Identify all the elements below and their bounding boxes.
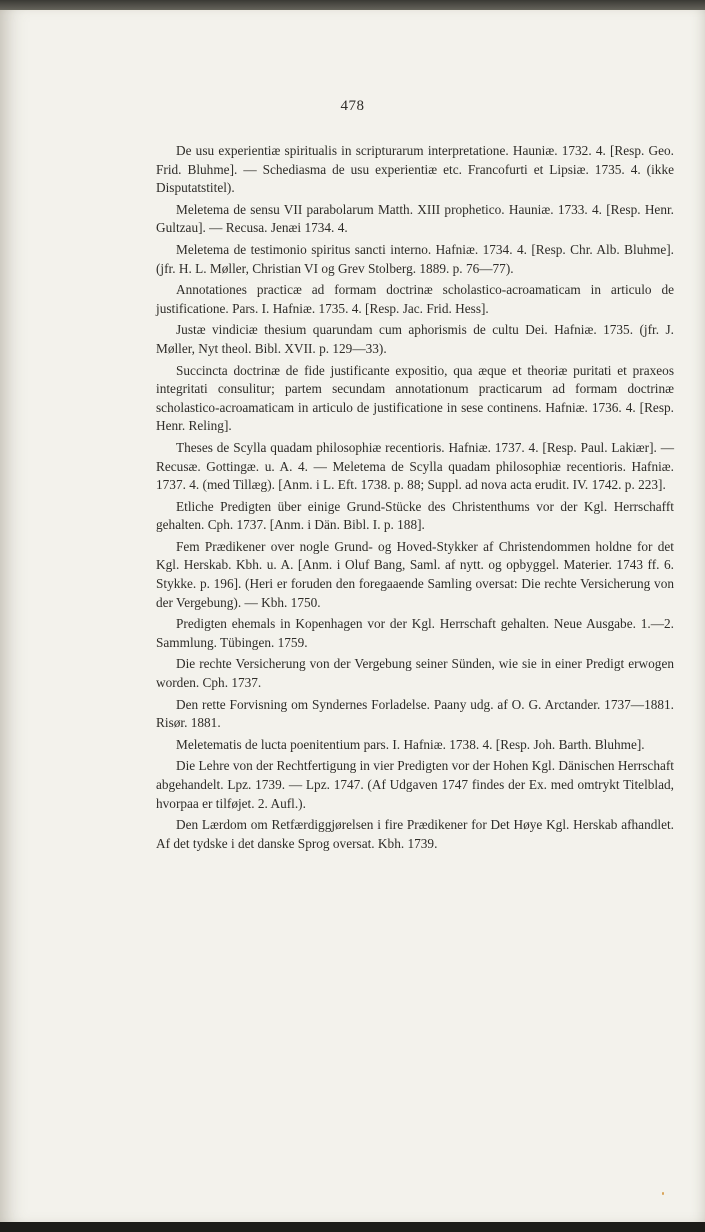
bibliography-entry: Meletema de sensu VII parabolarum Matth. XIII prophetico. Hauniæ. 1733. 4. [Resp. Henr. Gultzau]. — Recusa. Jenæi 1734. 4. bbox=[156, 201, 674, 236]
bibliography-entry: Meletema de testimonio spiritus sancti interno. Hafniæ. 1734. 4. [Resp. Chr. Alb. Bluhme]. (jfr. H. L. Møller, Christian VI og Grev Stolberg. 1889. p. 76—77). bbox=[156, 241, 674, 276]
paper-speck bbox=[662, 1192, 664, 1195]
bibliography-entry: Annotationes practicæ ad formam doctrinæ scholastico-acroamaticam in articulo de justificatione. Pars. I. Hafniæ. 1735. 4. [Resp. Jac. Frid. Hess]. bbox=[156, 282, 674, 316]
bibliography-entry: Die Lehre von der Rechtfertigung in vier Predigten vor der Hohen Kgl. Dänischen Herrschaft abgehandelt. Lpz. 1739. — Lpz. 1747. (Af Udgaven 1747 findes der Ex. med omtrykt Titelblad, hvorpaa er tilføjet. 2. Aufl.). bbox=[156, 758, 674, 811]
page-number: 478 bbox=[340, 98, 365, 114]
bibliography-entry: De usu experientiæ spiritualis in scripturarum interpretatione. Hauniæ. 1732. 4. [Resp. Geo. Frid. Bluhme]. — Schediasma de usu experientiæ etc. Francofurti et Lipsiæ. 1735. 4. (ikke Disputatstitel). bbox=[156, 143, 674, 196]
bibliography-entry: Predigten ehemals in Kopenhagen vor der Kgl. Herrschaft gehalten. Neue Ausgabe. 1.—2. Sammlung. Tübingen. 1759. bbox=[156, 616, 674, 650]
bibliography-entry: Den rette Forvisning om Syndernes Forladelse. Paany udg. af O. G. Arctander. 1737—1881. Risør. 1881. bbox=[156, 696, 674, 731]
bibliography-entry: Etliche Predigten über einige Grund-Stücke des Christenthums vor der Kgl. Herrschafft gehalten. Cph. 1737. [Anm. i Dän. Bibl. I. p. 188]. bbox=[156, 498, 674, 533]
bibliography-entry: Succincta doctrinæ de fide justificante expositio, qua æque et theoriæ puritati et praxeos integritati consulitur; partem secundam annotationum practicarum ad formam doctrinæ scholastico-acroamaticam in articulo de justificatione in sese continens. Hafniæ. 1736. 4. [Resp. Henr. Reling]. bbox=[156, 362, 674, 434]
bibliography-entry: Meletematis de lucta poenitentium pars. I. Hafniæ. 1738. 4. [Resp. Joh. Barth. Bluhme]. bbox=[176, 736, 645, 752]
scan-bottom-edge bbox=[0, 1222, 705, 1232]
book-page bbox=[0, 10, 705, 1222]
bibliography-entry: Theses de Scylla quadam philosophiæ recentioris. Hafniæ. 1737. 4. [Resp. Paul. Lakiær]. — Recusæ. Gottingæ. u. A. 4. — Meletema de Scylla quadam philosophiæ recentioris. Hafniæ. 1737. 4. (med Tillæg). [Anm. i L. Eft. 1738. p. 88; Suppl. ad nova acta erudit. IV. 1742. p. 223]. bbox=[156, 439, 674, 493]
bibliography-entry: Fem Prædikener over nogle Grund- og Hoved-Stykker af Christendommen holdne for det Kgl. Herskab. Kbh. u. A. [Anm. i Oluf Bang, Saml. af nytt. og opbyggel. Materier. 1743 ff. 6. Stykke. p. 196]. (Heri er foruden den foregaaende Samling oversat: Die rechte Versicherung von der Vergebung). — Kbh. 1750. bbox=[156, 538, 674, 610]
bibliography-list bbox=[156, 142, 674, 856]
bibliography-entry: Den Lærdom om Retfærdiggjørelsen i fire Prædikener for Det Høye Kgl. Herskab afhandlet. Af det tydske i det danske Sprog oversat. Kbh. 1739. bbox=[156, 817, 674, 851]
bibliography-entry: Justæ vindiciæ thesium quarundam cum aphorismis de cultu Dei. Hafniæ. 1735. (jfr. J. Møller, Nyt theol. Bibl. XVII. p. 129—33). bbox=[156, 322, 674, 356]
bibliography-entry: Die rechte Versicherung von der Vergebung seiner Sünden, wie sie in einer Predigt erwogen worden. Cph. 1737. bbox=[156, 656, 674, 691]
